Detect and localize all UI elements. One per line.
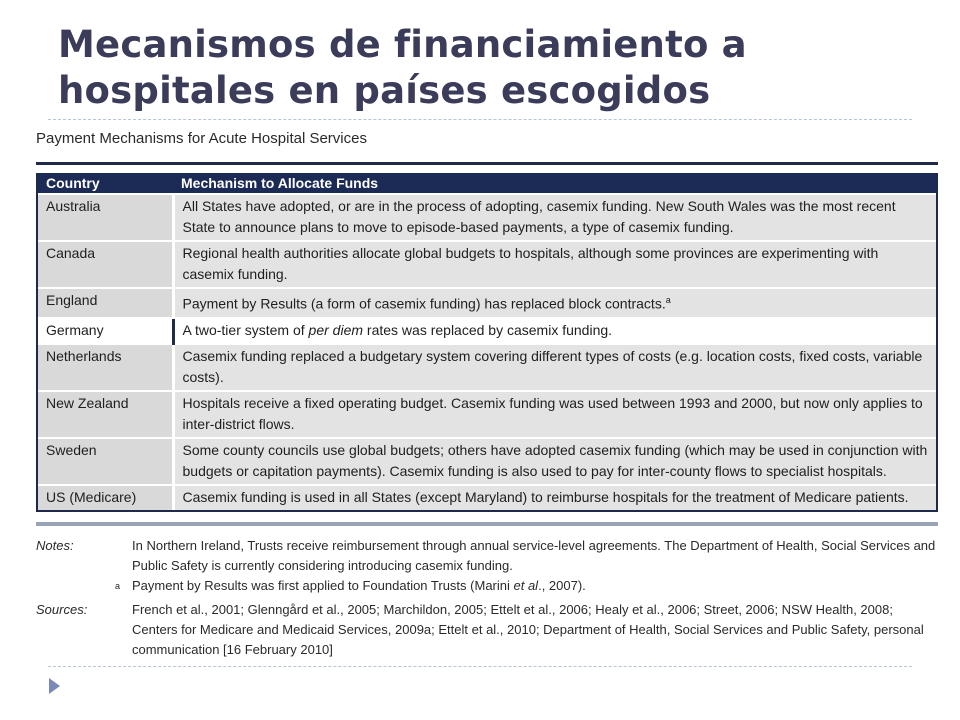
table-row	[38, 318, 936, 344]
country-cell: New Zealand	[38, 391, 173, 438]
table-row	[38, 485, 936, 510]
footer-divider	[48, 666, 912, 667]
mechanisms-table	[38, 173, 936, 510]
country-cell: Germany	[38, 318, 173, 344]
mechanism-cell: Some county councils use global budgets; others have adopted casemix funding (which may be used in conjunction with budgets or capitation payments). Casemix funding is also used to pay for inter-county flows to specialist hospitals.	[173, 438, 936, 485]
mechanisms-table-frame	[36, 173, 938, 512]
mechanism-cell: Casemix funding replaced a budgetary system covering different types of costs (e.g. location costs, fixed costs, variable costs).	[173, 344, 936, 391]
sources-text: French et al., 2001; Glenngård et al., 2005; Marchildon, 2005; Ettelt et al., 2006; Healy et al., 2006; Street, 2006; NSW Health, 2008; Centers for Medicare and Medicaid Services, 2009a; Ettelt et al., 2010; Department of Health, Social Services and Public Safety, personal communication [16 February 2010]	[132, 601, 924, 657]
sources-label: Sources:	[36, 601, 88, 617]
footnote-text	[132, 576, 938, 596]
table-row	[38, 194, 936, 241]
table-row	[38, 241, 936, 288]
country-cell: Canada	[38, 241, 173, 288]
mechanism-text-post: rates was replaced by casemix funding.	[363, 321, 613, 338]
country-cell: Netherlands	[38, 344, 173, 391]
column-header-country: Country	[38, 173, 173, 194]
slide-title: Mecanismos de financiamiento a hospitales en países escogidos	[58, 23, 747, 112]
country-cell: US (Medicare)	[38, 485, 173, 510]
caption-rule	[36, 162, 938, 165]
footnote-text-post: ., 2007).	[538, 577, 586, 593]
notes-label: Notes:	[36, 537, 74, 553]
mechanism-cell	[173, 318, 936, 344]
column-header-mechanism: Mechanism to Allocate Funds	[173, 173, 936, 194]
mechanism-cell	[173, 288, 936, 318]
footnote-row	[36, 576, 938, 596]
title-divider	[48, 119, 912, 120]
country-cell: Australia	[38, 194, 173, 241]
figure-caption: Payment Mechanisms for Acute Hospital Services	[36, 130, 367, 147]
mechanism-cell: All States have adopted, or are in the process of adopting, casemix funding. New South Wales was the most recent State to announce plans to move to episode-based payments, a type of casemix funding.	[173, 194, 936, 241]
notes-block	[36, 536, 938, 660]
footnote-text-pre: Payment by Results was first applied to Foundation Trusts (Marini	[132, 577, 514, 593]
mechanism-cell: Regional health authorities allocate global budgets to hospitals, although some provinces are experimenting with casemix funding.	[173, 241, 936, 288]
table-row	[38, 391, 936, 438]
mechanism-text-pre: A two-tier system of	[182, 321, 309, 338]
mechanism-cell: Casemix funding is used in all States (except Maryland) to reimburse hospitals for the treatment of Medicare patients.	[173, 485, 936, 510]
mechanism-text: Payment by Results (a form of casemix funding) has replaced block contracts.	[182, 295, 666, 312]
table-row	[38, 438, 936, 485]
country-cell: Sweden	[38, 438, 173, 485]
table-bottom-rule	[36, 522, 938, 526]
table-row	[38, 344, 936, 391]
notes-text: In Northern Ireland, Trusts receive reimbursement through annual service-level agreements. The Department of Health, Social Services and Public Safety is currently considering introducing casemix funding.	[132, 537, 936, 573]
table-header-row	[38, 173, 936, 194]
country-cell: England	[38, 288, 173, 318]
footnote-marker: a	[114, 580, 120, 591]
footnote-text-italic: et al	[513, 577, 539, 593]
payment-mechanisms-figure	[36, 128, 938, 660]
mechanism-text-italic: per diem	[308, 321, 364, 338]
footnote-marker: a	[665, 295, 671, 305]
sources-row	[36, 600, 938, 660]
table-row	[38, 288, 936, 318]
mechanism-cell: Hospitals receive a fixed operating budget. Casemix funding was used between 1993 and 2000, but now only applies to inter-district flows.	[173, 391, 936, 438]
notes-row	[36, 536, 938, 576]
triangle-bullet-icon	[49, 678, 60, 694]
